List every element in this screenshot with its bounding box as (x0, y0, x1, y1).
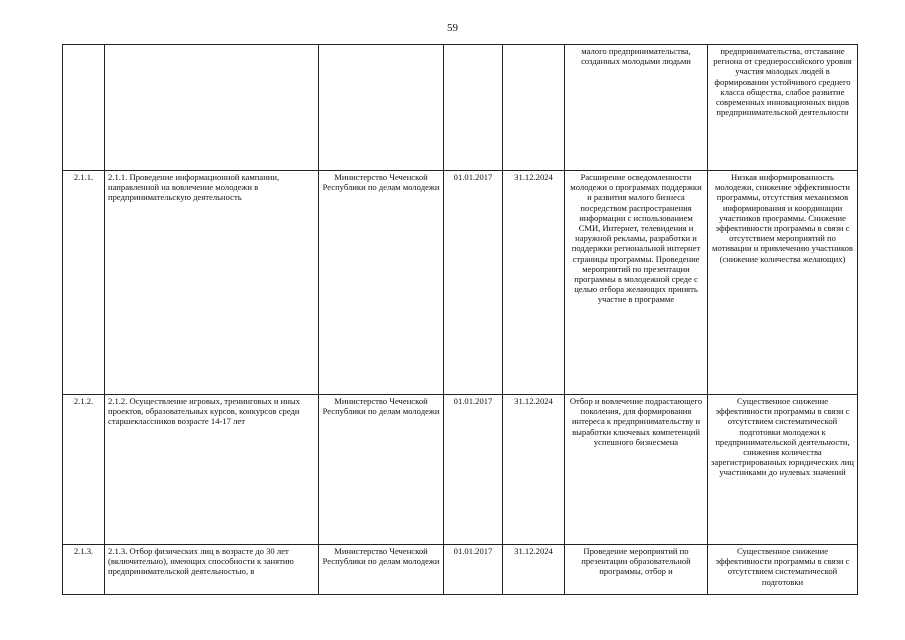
table-row (63, 171, 858, 395)
expected-result: малого предпринимательства, созданных молодыми людьми (565, 45, 708, 171)
expected-result: Проведение мероприятий по презентации образовательной программы, отбор и (565, 545, 708, 595)
executor: Министерство Чеченской Республики по делам молодежи (319, 395, 444, 545)
risk-consequences: предпринимательства, отставание региона от среднероссийского уровня участия молодых людей в формировании устойчивого среднего класса общества, слабое развитие современных инновационных видов предпринимательской деятельности (708, 45, 858, 171)
end-date: 31.12.2024 (503, 545, 565, 595)
row-number: 2.1.2. (63, 395, 105, 545)
row-number (63, 45, 105, 171)
program-activities-table (62, 44, 858, 595)
end-date (503, 45, 565, 171)
expected-result: Отбор и вовлечение подрастающего поколения, для формирования интереса к предпринимательству и выработки ключевых компетенций успешного бизнесмена (565, 395, 708, 545)
end-date: 31.12.2024 (503, 395, 565, 545)
start-date: 01.01.2017 (444, 171, 503, 395)
risk-consequences: Существенное снижение эффективности программы в связи с отсутствием систематической подготовки молодежи к предпринимательской деятельности, снижения количества зарегистрированных юридических лиц участниками до нулевых значений (708, 395, 858, 545)
risk-consequences: Существенное снижение эффективности программы в связи с отсутствием систематической подготовки (708, 545, 858, 595)
activity-name: 2.1.2. Осуществление игровых, тренинговых и иных проектов, образовательных курсов, конкурсов среди старшеклассников возрасте 14-17 лет (105, 395, 319, 545)
row-number: 2.1.3. (63, 545, 105, 595)
executor: Министерство Чеченской Республики по делам молодежи (319, 171, 444, 395)
expected-result: Расширение осведомленности молодежи о программах поддержки и развития малого бизнеса посредством распространения информации с использованием СМИ, Интернет, телевидения и наружной рекламы, разработки и поддержки региональной интернет страницы программы. Проведение мероприятий по презентации программы в молодежной среде с целью отбора желающих принять участие в программе (565, 171, 708, 395)
activity-name (105, 45, 319, 171)
activity-name: 2.1.1. Проведение информационной кампании, направленной на вовлечение молодежи в предпринимательскую деятельность (105, 171, 319, 395)
risk-consequences: Низкая информированность молодежи, снижение эффективности программы, отсутствия механизмов информирования и координации участников программы. Снижение эффективности программы в связи с отсутствием мероприятий по мотивации и привлечению участников (снижение количества желающих) (708, 171, 858, 395)
start-date (444, 45, 503, 171)
row-number: 2.1.1. (63, 171, 105, 395)
start-date: 01.01.2017 (444, 545, 503, 595)
activity-name: 2.1.3. Отбор физических лиц в возрасте до 30 лет (включительно), имеющих способности к занятию предпринимательской деятельностью, в (105, 545, 319, 595)
table-row (63, 545, 858, 595)
executor (319, 45, 444, 171)
table-row (63, 395, 858, 545)
page-number: 59 (447, 22, 458, 34)
start-date: 01.01.2017 (444, 395, 503, 545)
table-row (63, 45, 858, 171)
executor: Министерство Чеченской Республики по делам молодежи (319, 545, 444, 595)
end-date: 31.12.2024 (503, 171, 565, 395)
